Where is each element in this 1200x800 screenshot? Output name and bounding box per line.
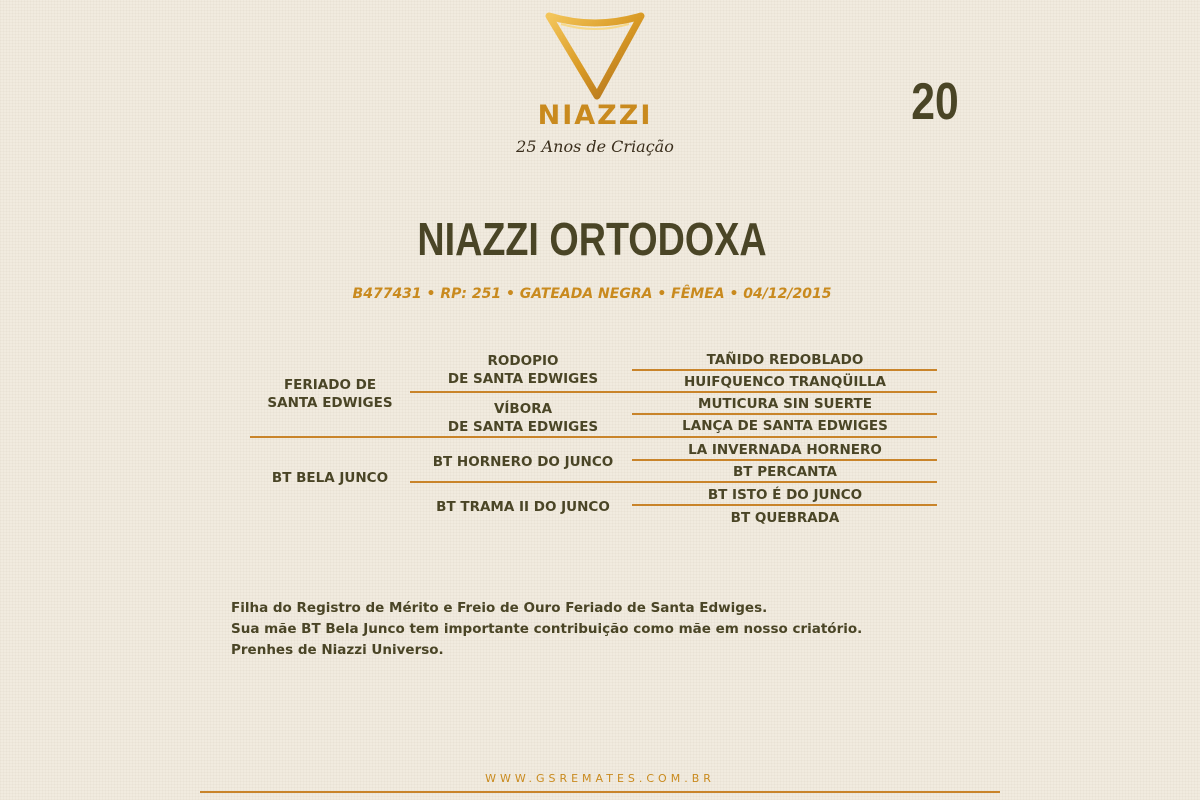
website-link[interactable]: WWW.GSREMATES.COM.BR: [485, 772, 715, 785]
pedigree-ds-dam: BT PERCANTA: [733, 464, 837, 480]
pedigree-sire-dam: VÍBORA DE SANTA EDWIGES: [447, 401, 599, 435]
pedigree-sire-sire: RODOPIO DE SANTA EDWIGES: [447, 353, 599, 387]
pedigree-sd-sire: MUTICURA SIN SUERTE: [698, 396, 872, 412]
footer-divider: [200, 791, 1000, 793]
pedigree-line: [632, 459, 937, 461]
description: [231, 598, 951, 661]
pedigree-sire: FERIADO DE SANTA EDWIGES: [267, 377, 393, 411]
description-line: Filha do Registro de Mérito e Freio de Ouro Feriado de Santa Edwiges.: [231, 600, 768, 616]
pedigree-ss-dam: HUIFQUENCO TRANQÜILLA: [683, 374, 886, 390]
pedigree-line: [632, 413, 937, 415]
pedigree-dd-sire: BT ISTO É DO JUNCO: [707, 487, 863, 503]
pedigree-sd-dam: LANÇA DE SANTA EDWIGES: [682, 418, 888, 434]
pedigree-line: [410, 391, 937, 393]
brand-name: NIAZZI: [537, 100, 653, 131]
pedigree-line: [410, 481, 937, 483]
brand-tagline: 25 Anos de Criação: [516, 137, 674, 156]
pedigree-line: [632, 369, 937, 371]
pedigree-dam-dam: BT TRAMA II DO JUNCO: [436, 499, 610, 515]
pedigree-ss-sire: TAÑIDO REDOBLADO: [706, 352, 864, 368]
pedigree-ds-sire: LA INVERNADA HORNERO: [688, 442, 882, 458]
pedigree-line: [632, 504, 937, 506]
pedigree-dam: BT BELA JUNCO: [271, 470, 389, 486]
description-line: Sua mãe BT Bela Junco tem importante contribuição como mãe em nosso criatório.: [231, 621, 863, 637]
animal-name: NIAZZI ORTODOXA: [417, 213, 767, 265]
description-line: Prenhes de Niazzi Universo.: [231, 642, 444, 658]
lot-number: 20: [911, 73, 959, 131]
brand-logo: [500, 10, 690, 160]
pedigree-dd-dam: BT QUEBRADA: [730, 510, 840, 526]
golden-triangle-icon: [543, 10, 647, 100]
pedigree-dam-sire: BT HORNERO DO JUNCO: [432, 454, 614, 470]
pedigree-line: [250, 436, 937, 438]
animal-info: B477431 • RP: 251 • GATEADA NEGRA • FÊMEA • 04/12/2015: [352, 286, 832, 302]
